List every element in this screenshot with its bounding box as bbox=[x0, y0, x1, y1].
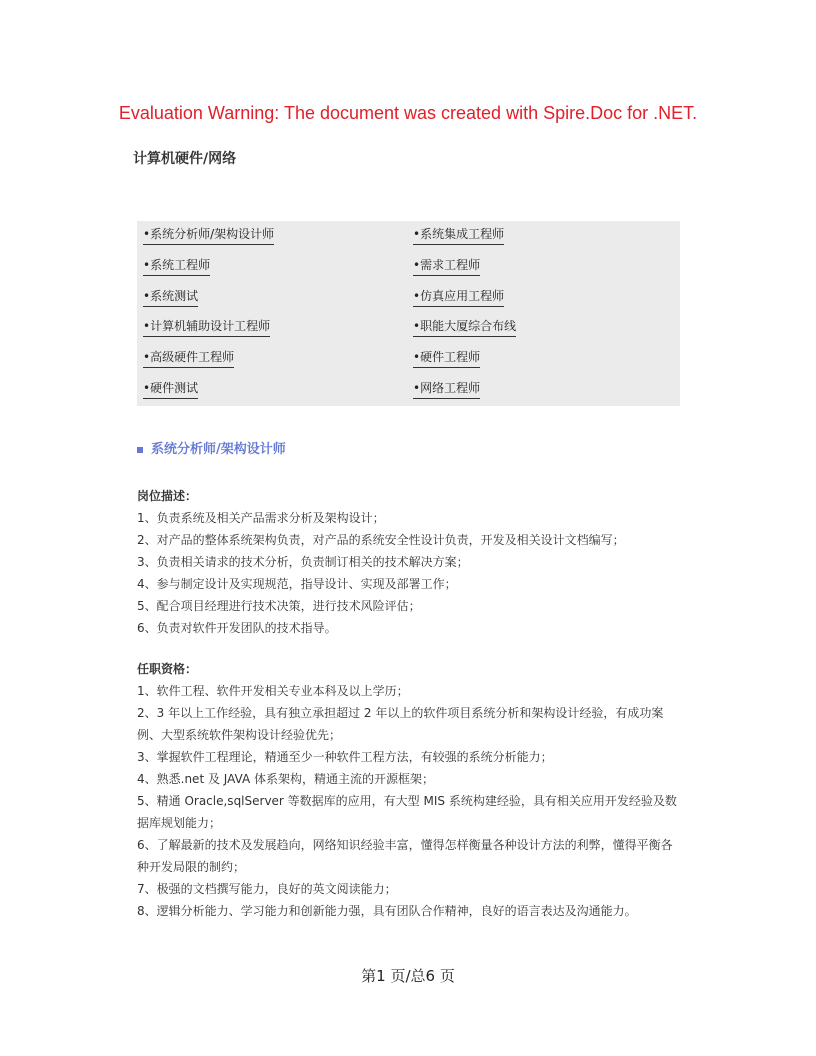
requirement-item: 4、熟悉.net 及 JAVA 体系架构，精通主流的开源框架； bbox=[137, 772, 435, 786]
description-item: 5、配合项目经理进行技术决策，进行技术风险评估； bbox=[137, 599, 421, 613]
job-link[interactable]: •职能大厦综合布线 bbox=[413, 319, 516, 337]
description-label: 岗位描述： bbox=[137, 489, 198, 503]
requirement-item: 6、了解最新的技术及发展趋向，网络知识经验丰富，懂得怎样衡量各种设计方法的利弊，懂得平衡各种开发局限的制约； bbox=[137, 838, 673, 874]
requirement-item: 1、软件工程、软件开发相关专业本科及以上学历； bbox=[137, 684, 409, 698]
description-item: 1、负责系统及相关产品需求分析及架构设计； bbox=[137, 511, 385, 525]
square-bullet-icon bbox=[137, 447, 143, 453]
job-link[interactable]: •系统分析师/架构设计师 bbox=[143, 227, 274, 245]
category-title: 计算机硬件/网络 bbox=[133, 151, 237, 167]
description-item: 2、对产品的整体系统架构负责，对产品的系统安全性设计负责，开发及相关设计文档编写； bbox=[137, 533, 625, 547]
requirement-item: 7、极强的文档撰写能力，良好的英文阅读能力； bbox=[137, 882, 397, 896]
section-title: 系统分析师/架构设计师 bbox=[151, 442, 286, 457]
job-link[interactable]: •网络工程师 bbox=[413, 381, 480, 399]
job-link[interactable]: •硬件测试 bbox=[143, 381, 198, 399]
section-heading bbox=[137, 438, 286, 457]
requirement-item: 8、逻辑分析能力、学习能力和创新能力强，具有团队合作精神，良好的语言表达及沟通能力。 bbox=[137, 904, 637, 918]
job-links-panel bbox=[137, 221, 680, 406]
job-requirements bbox=[137, 658, 682, 922]
job-link[interactable]: •高级硬件工程师 bbox=[143, 350, 234, 368]
requirement-item: 5、精通 Oracle,sqlServer 等数据库的应用，有大型 MIS 系统构建经验，具有相关应用开发经验及数据库规划能力； bbox=[137, 794, 677, 830]
requirement-item: 2、3 年以上工作经验，具有独立承担超过 2 年以上的软件项目系统分析和架构设计经验，有成功案例、大型系统软件架构设计经验优先； bbox=[137, 706, 664, 742]
job-link[interactable]: •系统集成工程师 bbox=[413, 227, 504, 245]
job-link[interactable]: •硬件工程师 bbox=[413, 350, 480, 368]
job-link[interactable]: •系统工程师 bbox=[143, 258, 210, 276]
description-item: 4、参与制定设计及实现规范，指导设计、实现及部署工作； bbox=[137, 577, 457, 591]
page-number: 第1 页/总6 页 bbox=[361, 967, 455, 985]
job-link[interactable]: •仿真应用工程师 bbox=[413, 289, 504, 307]
requirement-item: 3、掌握软件工程理论，精通至少一种软件工程方法，有较强的系统分析能力； bbox=[137, 750, 553, 764]
requirements-label: 任职资格： bbox=[137, 662, 198, 676]
job-link[interactable]: •计算机辅助设计工程师 bbox=[143, 319, 270, 337]
job-description bbox=[137, 485, 682, 639]
evaluation-warning: Evaluation Warning: The document was created with Spire.Doc for .NET. bbox=[118, 103, 698, 123]
description-item: 6、负责对软件开发团队的技术指导。 bbox=[137, 621, 337, 635]
description-item: 3、负责相关请求的技术分析，负责制订相关的技术解决方案； bbox=[137, 555, 469, 569]
job-link[interactable]: •系统测试 bbox=[143, 289, 198, 307]
job-link[interactable]: •需求工程师 bbox=[413, 258, 480, 276]
